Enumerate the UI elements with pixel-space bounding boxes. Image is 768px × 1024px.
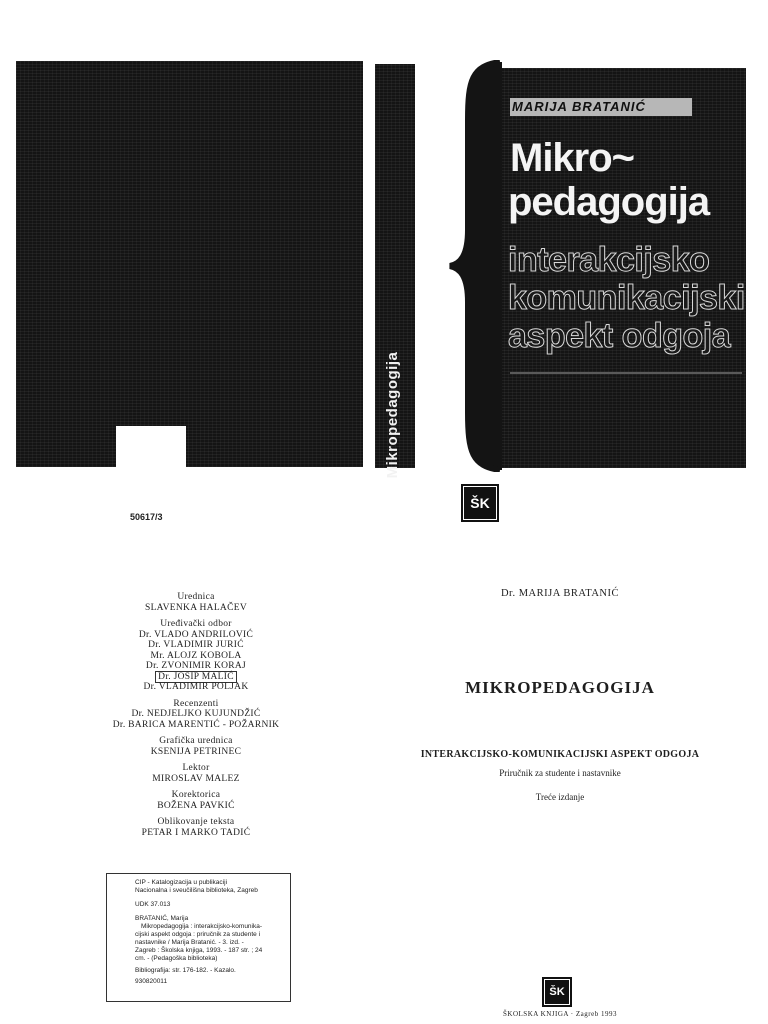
board-member-boxed: Dr. JOSIP MALIĆ <box>96 672 296 683</box>
cover-divider <box>510 372 742 374</box>
graphic-editor-label: Grafička urednica <box>159 736 233 746</box>
spine-title: Mikropedagogija <box>384 351 401 479</box>
graphic-editor: KSENIJA PETRINEC <box>150 746 242 757</box>
title-page-handbook: Priručnik za studente i nastavnike <box>499 768 621 778</box>
cover-title-line2: pedagogija <box>508 180 710 224</box>
editor-label: Urednica <box>177 592 215 602</box>
reviewer: Dr. NEDJELJKO KUJUNDŽIĆ <box>131 709 261 719</box>
cover-subtitle-line2: komunikacijski <box>508 279 745 317</box>
cip-entry5: cm. - (Pedagoška biblioteka) <box>135 955 218 962</box>
board-member: Dr. VLADIMIR POLJAK <box>143 682 249 692</box>
layout-label: Oblikovanje teksta <box>157 817 235 827</box>
cover-title-line1: Mikro~ <box>510 136 635 180</box>
cip-entry3: nastavnike / Marija Bratanić. - 3. izd. - <box>135 939 244 946</box>
board-member: Dr. VLADIMIR JURIĆ <box>148 640 244 650</box>
back-cover-panel <box>16 61 363 467</box>
cip-entry2: cijski aspekt odgoja : priručnik za studente i <box>135 931 261 938</box>
credits-block <box>96 592 296 838</box>
lector: MIROSLAV MALEZ <box>152 773 240 784</box>
proofreader: BOŽENA PAVKIĆ <box>157 800 235 811</box>
cip-number: 930820011 <box>135 978 168 985</box>
back-cover-label-cutout <box>116 426 186 470</box>
cip-entry4: Zagreb : Školska knjiga, 1993. - 187 str. ; 24 <box>135 947 263 954</box>
reviewers-label: Recenzenti <box>173 698 219 709</box>
title-page-author: Dr. MARIJA BRATANIĆ <box>500 588 620 599</box>
brace-ornament <box>446 60 502 472</box>
cip-bibliography: Bibliografija: str. 176-182. - Kazalo. <box>135 967 236 974</box>
reviewer: Dr. BARICA MARENTIĆ - POŽARNIK <box>112 719 280 730</box>
cip-line1: CIP - Katalogizacija u publikaciji <box>135 879 228 886</box>
cover-subtitle-line1: interakcijsko <box>508 241 710 279</box>
proofreader-label: Korektorica <box>171 790 221 800</box>
layout-designers: PETAR I MARKO TADIĆ <box>141 827 251 838</box>
board-member: Dr. ZVONIMIR KORAJ <box>145 661 247 671</box>
cip-line2: Nacionalna i sveučilišna biblioteka, Zagreb <box>135 887 258 894</box>
lector-label: Lektor <box>182 763 210 773</box>
board-member: Dr. VLADO ANDRILOVIĆ <box>138 629 254 640</box>
title-page-title: MIKROPEDAGOGIJA <box>465 678 655 697</box>
editor-name: SLAVENKA HALAČEV <box>144 602 247 613</box>
catalog-code: 50617/3 <box>130 512 163 522</box>
title-page-publisher-logo <box>542 977 572 1007</box>
cip-entry1: Mikropedagogija : interakcijsko-komunika- <box>141 923 263 930</box>
cip-catalog-box <box>106 873 291 1002</box>
title-page-logo-text: ŠK <box>549 986 565 998</box>
cover-author: MARIJA BRATANIĆ <box>510 98 692 116</box>
cip-udk: UDK 37.013 <box>135 901 171 908</box>
cover-publisher-logo <box>461 484 499 522</box>
cip-entry-head: BRATANIĆ, Marija <box>135 915 189 922</box>
cover-subtitle-line3: aspekt odgoja <box>508 317 731 355</box>
title-page-subtitle: INTERAKCIJSKO-KOMUNIKACIJSKI ASPEKT ODGOJA <box>420 749 700 760</box>
title-page-publisher: ŠKOLSKA KNJIGA · Zagreb 1993 <box>503 1010 617 1018</box>
cover-logo-text: ŠK <box>470 495 490 511</box>
board-member: Mr. ALOJZ KOBOLA <box>150 650 242 661</box>
board-label: Uređivački odbor <box>160 619 232 629</box>
title-page-edition: Treće izdanje <box>535 792 585 802</box>
